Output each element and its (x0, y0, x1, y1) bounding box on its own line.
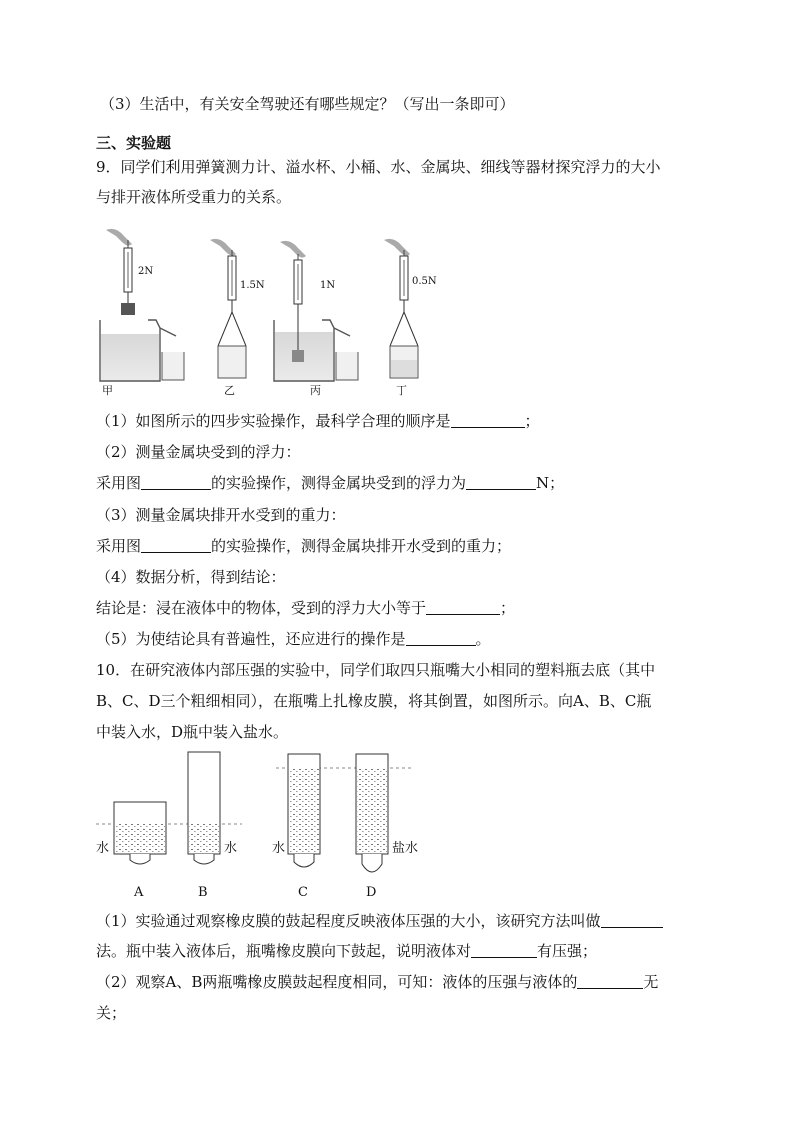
section-title: 三、实验题 (96, 134, 172, 152)
q10-intro-line2: B、C、D三个粗细相同），在瓶嘴上扎橡皮膜，将其倒置，如图所示。向A、B、C瓶 (96, 692, 652, 710)
water-label-a: 水 (96, 841, 110, 856)
pressure-bottles-figure (94, 748, 434, 900)
q10-intro-line3: 中装入水，D瓶中装入盐水。 (96, 723, 289, 741)
label-c: C (298, 885, 308, 900)
metal-block-icon (121, 303, 135, 315)
answer-blank[interactable] (426, 599, 500, 615)
bottle-d (356, 754, 418, 900)
bucket-icon (162, 352, 184, 380)
setup-ding (384, 239, 437, 397)
q9-p4-title: （4）数据分析，得到结论： (96, 568, 286, 586)
answer-blank[interactable] (471, 942, 537, 958)
answer-blank[interactable] (451, 412, 525, 428)
q9-intro-line2: 与排开液体所受重力的关系。 (96, 188, 292, 206)
label-a: A (134, 885, 144, 900)
question-3-text: （3）生活中，有关安全驾驶还有哪些规定？（写出一条即可） (100, 95, 515, 113)
q9-p2-title: （2）测量金属块受到的浮力： (96, 443, 301, 461)
setup-jia (100, 229, 184, 397)
q10-intro-line1: 10．在研究液体内部压强的实验中，同学们取四只瓶嘴大小相同的塑料瓶去底（其中 (96, 661, 656, 679)
answer-blank[interactable] (466, 474, 536, 490)
answer-blank[interactable] (141, 537, 211, 553)
water-label-b: 水 (224, 841, 238, 856)
reading-ding: 0.5N (412, 276, 437, 287)
label-yi: 乙 (224, 384, 235, 397)
reading-jia: 2N (138, 266, 154, 277)
q9-p3-title: （3）测量金属块排开水受到的重力： (96, 506, 346, 524)
salt-water-label-d: 盐水 (392, 841, 419, 856)
label-d: D (366, 885, 377, 900)
answer-blank[interactable] (601, 912, 663, 928)
reading-bing: 1N (320, 280, 336, 291)
q9-p3-line: 采用图 的实验操作，测得金属块排开水受到的重力； (96, 537, 512, 555)
q10-p2-line1: （2）观察A、B两瓶嘴橡皮膜鼓起程度相同，可知：液体的压强与液体的 无 (96, 973, 659, 991)
q10-p1-line2: 法。瓶中装入液体后，瓶嘴橡皮膜向下鼓起，说明液体对 有压强； (96, 942, 598, 960)
buoyancy-experiment-figure (94, 228, 454, 406)
q10-p1-line1: （1）实验通过观察橡皮膜的鼓起程度反映液体压强的大小，该研究方法叫做 (96, 911, 663, 931)
q9-p4-line: 结论是：浸在液体中的物体，受到的浮力大小等于 ； (96, 599, 516, 617)
water-label-c: 水 (272, 841, 286, 856)
q9-p5: （5）为使结论具有普遍性，还应进行的操作是 。 (96, 630, 491, 648)
setup-yi (210, 239, 265, 397)
answer-blank[interactable] (141, 474, 211, 490)
bottle-b (188, 752, 237, 900)
bottle-c (272, 754, 320, 900)
q9-intro-line1: 9．同学们利用弹簧测力计、溢水杯、小桶、水、金属块、细线等器材探究浮力的大小 (96, 158, 661, 176)
label-b: B (198, 885, 208, 900)
answer-blank[interactable] (577, 973, 643, 989)
q9-p1: （1）如图所示的四步实验操作，最科学合理的顺序是 ； (96, 412, 540, 430)
label-jia: 甲 (102, 384, 113, 397)
label-bing: 丙 (310, 384, 321, 397)
answer-blank[interactable] (406, 630, 476, 646)
q9-p2-line: 采用图 的实验操作，测得金属块受到的浮力为 N； (96, 474, 565, 492)
bottle-a (96, 802, 166, 900)
label-ding: 丁 (396, 384, 407, 397)
q10-p2-line2: 关； (96, 1004, 127, 1022)
reading-yi: 1.5N (240, 280, 265, 291)
setup-bing (274, 241, 358, 397)
